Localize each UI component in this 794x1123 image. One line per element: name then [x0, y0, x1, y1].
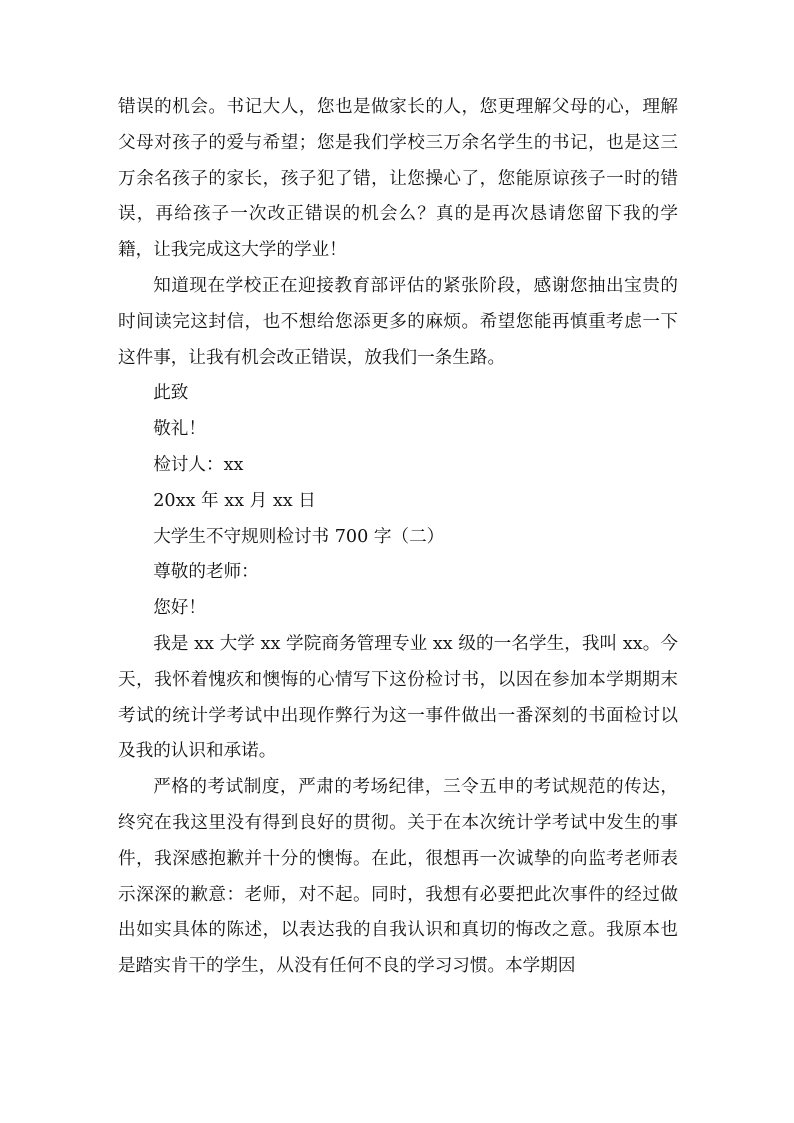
greeting-line: 尊敬的老师： — [153, 562, 259, 583]
section-title: 大学生不守规则检讨书 700 字（二） — [153, 526, 445, 547]
closing-regards: 敬礼！ — [153, 419, 206, 440]
document-body — [118, 90, 678, 985]
date-line: 20xx 年 xx 月 xx 日 — [153, 490, 316, 511]
paragraph-letter-continuation: 错误的机会。书记大人，您也是做家长的人，您更理解父母的心，理解父母对孩子的爱与希望；您是我们学校三万余名学生的书记，也是这三万余名孩子的家长，孩子犯了错，让您操心了，您能原谅孩子一时的错误，再给孩子一次改正错误的机会么？真的是再次恳请您留下我的学籍，让我完成这大学的学业！ — [118, 97, 678, 261]
closing-salutation: 此致 — [153, 383, 189, 404]
paragraph-introduction: 我是 xx 大学 xx 学院商务管理专业 xx 级的一名学生，我叫 xx。今天，我怀着愧疚和懊悔的心情写下这份检讨书，以因在参加本学期期末考试的统计学考试中出现作弊行为这一事件做出一番深刻的书面检讨以及我的认识和承诺。 — [118, 633, 678, 762]
paragraph-closing-request: 知道现在学校正在迎接教育部评估的紧张阶段，感谢您抽出宝贵的时间读完这封信，也不想给您添更多的麻烦。希望您能再慎重考虑一下这件事，让我有机会改正错误，放我们一条生路。 — [118, 275, 678, 368]
hello-line: 您好！ — [153, 598, 206, 619]
signature-line: 检讨人：xx — [153, 454, 244, 475]
paragraph-exam-rules: 严格的考试制度，严肃的考场纪律，三令五申的考试规范的传达，终究在我这里没有得到良好的贯彻。关于在本次统计学考试中发生的事件，我深感抱歉并十分的懊悔。在此，很想再一次诚挚的向监考老师表示深深的歉意：老师，对不起。同时，我想有必要把此次事件的经过做出如实具体的陈述，以表达我的自我认识和真切的悔改之意。我原本也是踏实肯干的学生，从没有任何不良的学习习惯。本学期因 — [118, 777, 678, 977]
